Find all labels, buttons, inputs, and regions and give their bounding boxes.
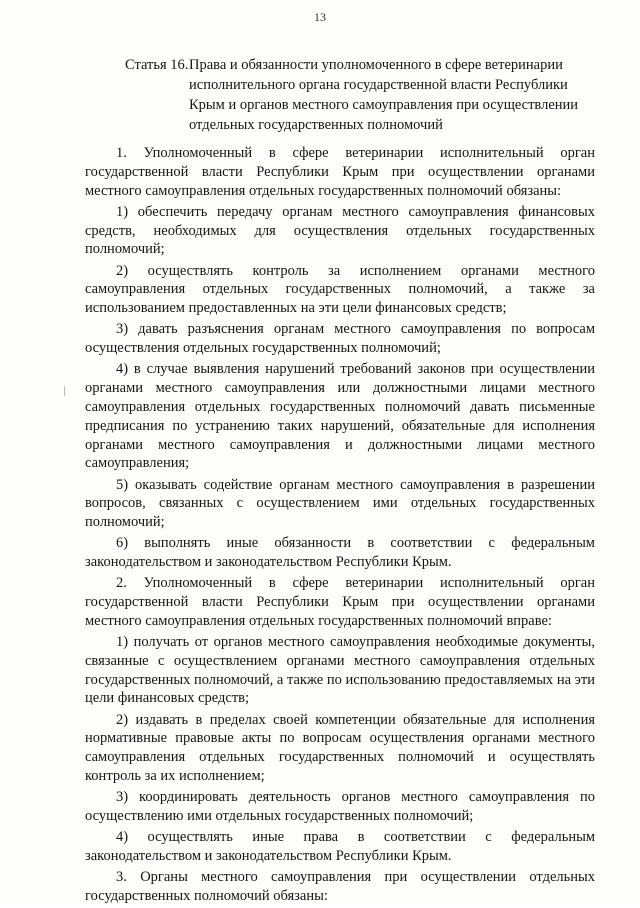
- paragraph-1-item-2: 2) осуществлять контроль за исполнением органами местного самоуправления отдельных государственных полномочий, а также за использованием предоставленных на эти цели финансовых средств;: [85, 262, 595, 317]
- paragraph-2-item-2: 2) издавать в пределах своей компетенции обязательные для исполнения нормативные правовые акты по вопросам осуществления органами местного самоуправления отдельных государственных полномочий и осуществлять контроль за их исполнением;: [85, 711, 595, 785]
- paragraph-2-item-3: 3) координировать деятельность органов местного самоуправления по осуществлению ими отдельных государственных полномочий;: [85, 789, 595, 824]
- paragraph-1-item-3: 3) давать разъяснения органам местного самоуправления по вопросам осуществления отдельных государственных полномочий;: [85, 321, 595, 357]
- article-title: Права и обязанности уполномоченного в сфере ветеринарии исполнительного органа государственной власти Республики Крым и органов местного самоуправления при осуществлении отдельных государственных полномочий: [189, 57, 579, 133]
- page-number: 13: [314, 10, 326, 24]
- article-body: [85, 144, 595, 908]
- paragraph-2-item-4: 4) осуществлять иные права в соответствии с федеральным законодательством и законодательством Республики Крым.: [85, 829, 595, 864]
- scan-margin-mark: [64, 386, 65, 396]
- paragraph-3: 3. Органы местного самоуправления при осуществлении отдельных государственных полномочий обязаны:: [85, 869, 595, 904]
- paragraph-1-item-1: 1) обеспечить передачу органам местного самоуправления финансовых средств, необходимых для осуществления отдельных государственных полномочий;: [85, 203, 595, 258]
- paragraph-2: 2. Уполномоченный в сфере ветеринарии исполнительный орган государственной власти Республики Крым при осуществлении органами местного самоуправления отдельных государственных полномочий вправе:: [85, 575, 595, 629]
- paragraph-1-item-5: 5) оказывать содействие органам местного самоуправления в разрешении вопросов, связанных с осуществлением ими отдельных государственных полномочий;: [85, 476, 595, 531]
- paragraph-1-item-4: 4) в случае выявления нарушений требований законов при осуществлении органами местного самоуправления или должностными лицами местного самоуправления отдельных государственных полномочий давать письменные предписания по устранению таких нарушений, обязательные для исполнения органами местного самоуправления и должностными лицами местного самоуправления;: [85, 361, 595, 472]
- paragraph-2-item-1: 1) получать от органов местного самоуправления необходимые документы, связанные с осуществлением органами местного самоуправления отдельных государственных полномочий, а также по использованию предоставляемых на эти цели финансовых средств;: [85, 634, 595, 707]
- paragraph-1: 1. Уполномоченный в сфере ветеринарии исполнительный орган государственной власти Республики Крым при осуществлении органами местного самоуправления отдельных государственных полномочий обязаны:: [85, 145, 595, 199]
- article-heading: [125, 55, 600, 135]
- paragraph-1-item-6: 6) выполнять иные обязанности в соответствии с федеральным законодательством и законодательством Республики Крым.: [85, 535, 595, 571]
- article-label: Статья 16.: [125, 57, 189, 73]
